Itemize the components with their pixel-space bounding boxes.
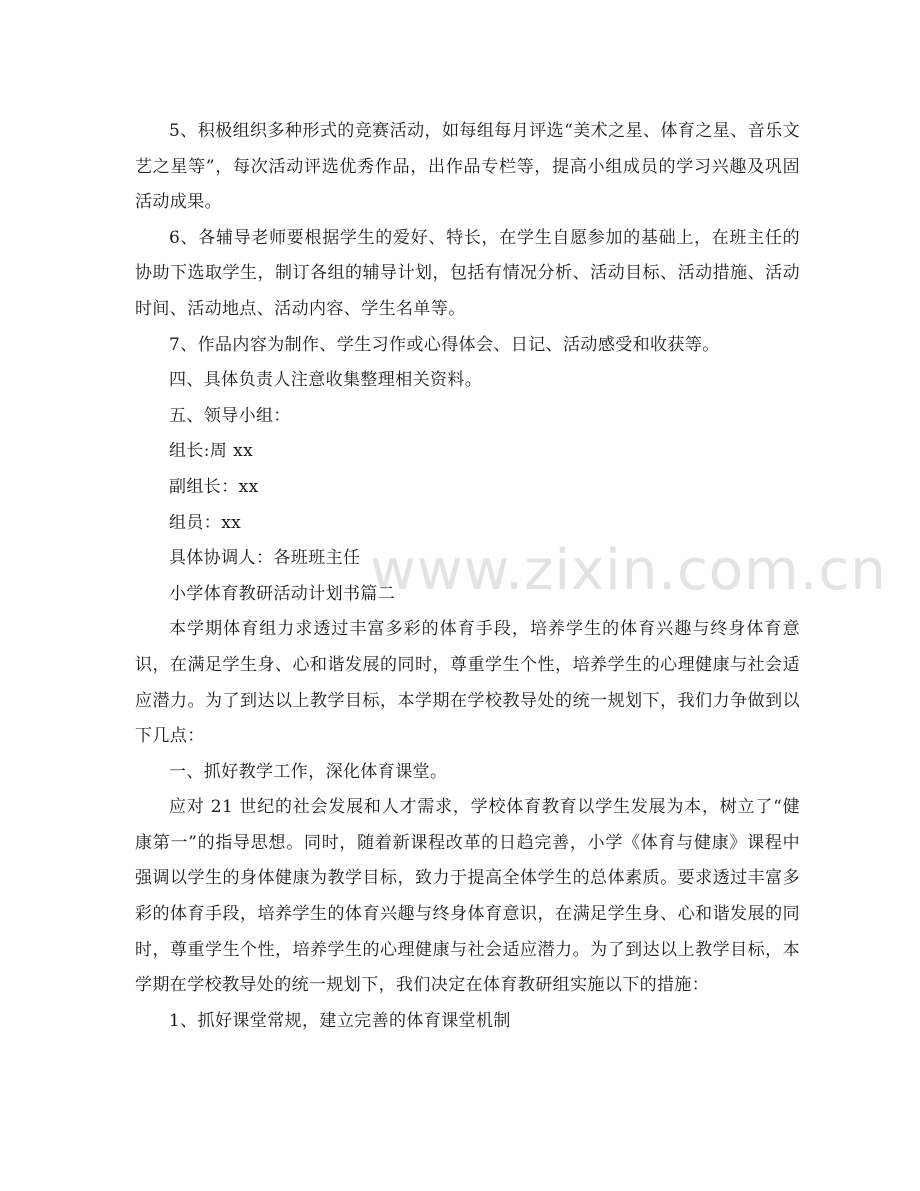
body-paragraph: 应对 21 世纪的社会发展和人才需求，学校体育教育以学生发展为本，树立了“健康第一”的指导思想。同时，随着新课程改革的日趋完善，小学《体育与健康》课程中强调以学生的身体健康为教学目标，致力于提高全体学生的总体素质。要求透过丰富多彩的体育手段，培养学生的体育兴趣与终身体育意识，在满足学生身、心和谐发展的同时，尊重学生个性，培养学生的心理健康与社会适应潜力。为了到达以上教学目标，本学期在学校教导处的统一规划下，我们决定在体育教研组实施以下的措施： <box>135 797 800 996</box>
team-deputy-leader: 副组长：xx <box>169 476 259 497</box>
team-members: 组员：xx <box>169 512 242 533</box>
paragraph-item-7: 7、作品内容为制作、学生习作或心得体会、日记、活动感受和收获等。 <box>169 334 720 355</box>
section-heading-one: 一、抓好教学工作，深化体育课堂。 <box>169 761 448 782</box>
document-body <box>135 114 800 1039</box>
section-heading-four: 四、具体负责人注意收集整理相关资料。 <box>169 370 483 391</box>
article-title-part-two: 小学体育教研活动计划书篇二 <box>169 583 396 604</box>
team-coordinator: 具体协调人：各班班主任 <box>169 548 361 569</box>
team-leader: 组长:周 xx <box>169 441 254 462</box>
watermark: www.zixin.com.cn <box>370 538 887 603</box>
section-heading-five: 五、领导小组： <box>169 405 291 426</box>
measure-item-1: 1、抓好课堂常规，建立完善的体育课堂机制 <box>169 1010 511 1031</box>
intro-paragraph: 本学期体育组力求透过丰富多彩的体育手段，培养学生的体育兴趣与终身体育意识，在满足学生身、心和谐发展的同时，尊重学生个性，培养学生的心理健康与社会适应潜力。为了到达以上教学目标，本学期在学校教导处的统一规划下，我们力争做到以下几点： <box>135 619 800 747</box>
paragraph-item-6: 6、各辅导老师要根据学生的爱好、特长，在学生自愿参加的基础上，在班主任的协助下选取学生，制订各组的辅导计划，包括有情况分析、活动目标、活动措施、活动时间、活动地点、活动内容、学生名单等。 <box>135 227 800 319</box>
paragraph-item-5: 5、积极组织多种形式的竞赛活动，如每组每月评选“美术之星、体育之星、音乐文艺之星等”，每次活动评选优秀作品，出作品专栏等，提高小组成员的学习兴趣及巩固活动成果。 <box>135 121 800 213</box>
